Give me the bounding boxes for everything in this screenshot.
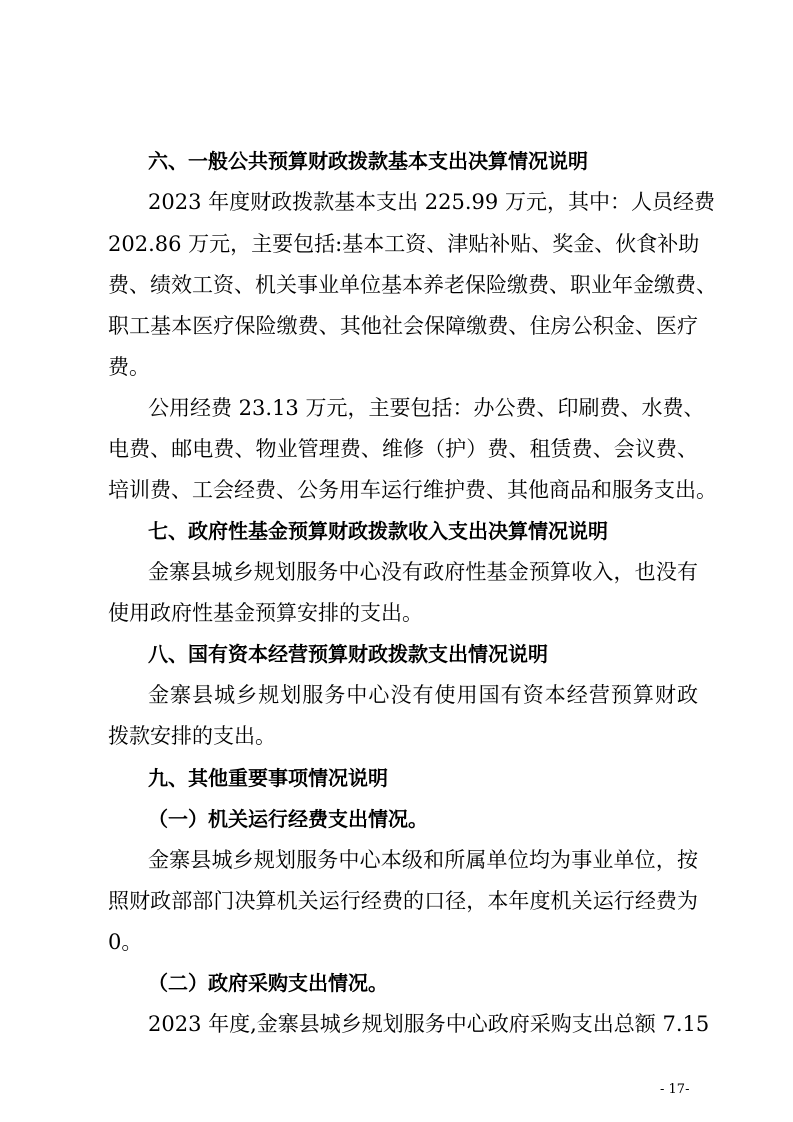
paragraph-line: 金寨县城乡规划服务中心本级和所属单位均为事业单位，按 <box>148 848 698 872</box>
subsection-heading: （二）政府采购支出情况。 <box>148 971 388 995</box>
paragraph-line: 费、绩效工资、机关事业单位基本养老保险缴费、职业年金缴费、 <box>108 273 717 297</box>
paragraph-line: 202.86 万元，主要包括:基本工资、津贴补贴、奖金、伙食补助 <box>108 232 700 256</box>
subsection-heading: （一）机关运行经费支出情况。 <box>148 807 428 831</box>
paragraph-line: 金寨县城乡规划服务中心没有使用国有资本经营预算财政 <box>148 683 698 707</box>
section-heading: 八、国有资本经营预算财政拨款支出情况说明 <box>148 642 548 666</box>
paragraph-line: 培训费、工会经费、公务用车运行维护费、其他商品和服务支出。 <box>108 478 717 502</box>
section-heading: 九、其他重要事项情况说明 <box>148 766 388 790</box>
section-heading: 七、政府性基金预算财政拨款收入支出决算情况说明 <box>148 519 608 543</box>
paragraph-line: 公用经费 23.13 万元，主要包括：办公费、印刷费、水费、 <box>148 396 705 420</box>
paragraph-line: 照财政部部门决算机关运行经费的口径，本年度机关运行经费为 <box>108 889 698 913</box>
section-heading: 六、一般公共预算财政拨款基本支出决算情况说明 <box>148 149 588 173</box>
paragraph-line: 拨款安排的支出。 <box>108 724 276 748</box>
paragraph-line: 电费、邮电费、物业管理费、维修（护）费、租赁费、会议费、 <box>108 437 698 461</box>
paragraph-line: 费。 <box>108 355 150 379</box>
paragraph-line: 使用政府性基金预算安排的支出。 <box>108 601 423 625</box>
paragraph-line: 2023 年度财政拨款基本支出 225.99 万元，其中：人员经费 <box>148 190 715 214</box>
paragraph-line: 金寨县城乡规划服务中心没有政府性基金预算收入，也没有 <box>148 560 698 584</box>
paragraph-line: 0。 <box>108 930 143 954</box>
paragraph-line: 职工基本医疗保险缴费、其他社会保障缴费、住房公积金、医疗 <box>108 314 698 338</box>
paragraph-line: 2023 年度,金寨县城乡规划服务中心政府采购支出总额 7.15 <box>148 1012 710 1036</box>
page-number: - 17- <box>660 1082 690 1097</box>
